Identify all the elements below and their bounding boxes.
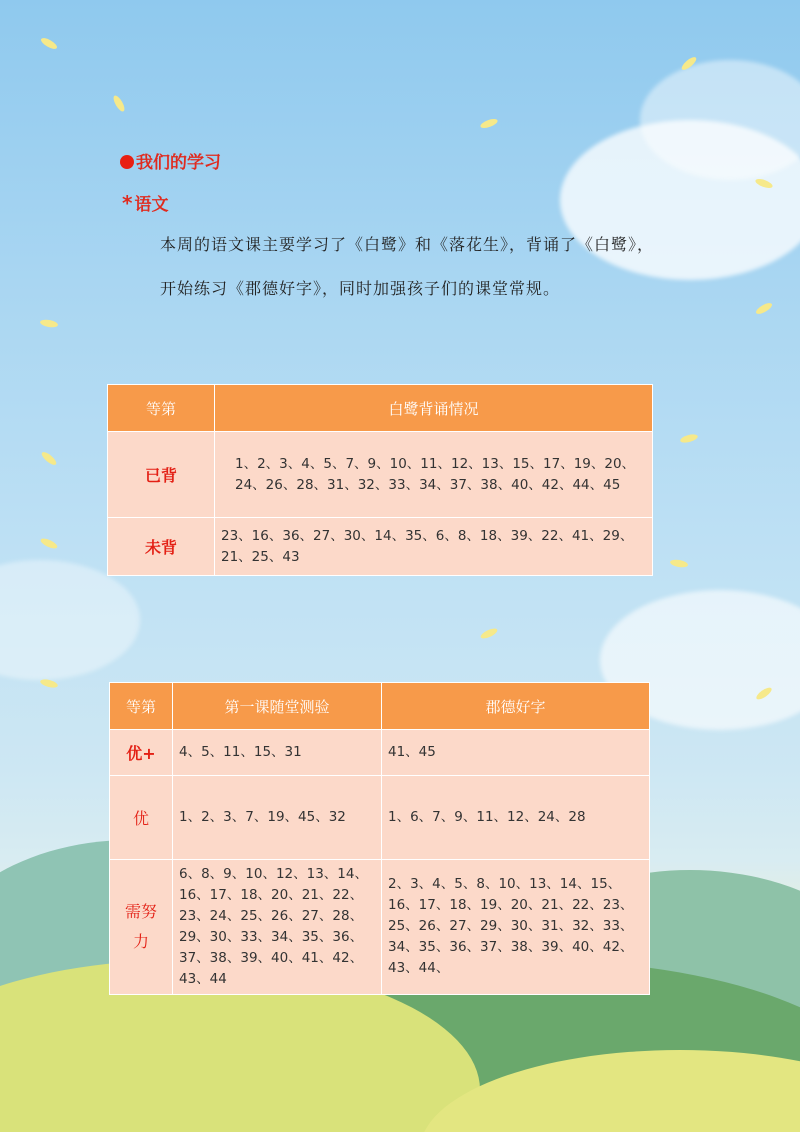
- grade-cell: 未背: [108, 518, 215, 576]
- leaf: [754, 301, 773, 316]
- header-writing: 郡德好字: [382, 683, 650, 730]
- quiz-cell: 6、8、9、10、12、13、14、16、17、18、20、21、22、23、24、25、26、27、28、29、30、33、34、35、36、37、38、39、40、41、42、43、44: [173, 860, 382, 995]
- table-row: [108, 518, 653, 576]
- values-cell: 23、16、36、27、30、14、35、6、8、18、39、22、41、29、21、25、43: [215, 518, 653, 576]
- writing-cell: 2、3、4、5、8、10、13、14、15、16、17、18、19、20、21、22、23、25、26、27、29、30、31、32、33、34、35、36、37、38、39、40、42、43、44、: [382, 860, 650, 995]
- writing-cell: 1、6、7、9、11、12、24、28: [382, 776, 650, 860]
- grade-cell: 优+: [110, 730, 173, 776]
- asterisk-icon: *: [122, 191, 133, 215]
- header-grade: 等第: [110, 683, 173, 730]
- grade-cell: 优: [110, 776, 173, 860]
- values-cell: 1、2、3、4、5、7、9、10、11、12、13、15、17、19、20、24、26、28、31、32、33、34、37、38、40、42、44、45: [215, 432, 653, 518]
- subject-name: 语文: [134, 195, 169, 215]
- leaf: [479, 627, 498, 641]
- quiz-cell: 4、5、11、15、31: [173, 730, 382, 776]
- table-row: [110, 776, 650, 860]
- leaf: [679, 433, 698, 444]
- header-quiz: 第一课随堂测验: [173, 683, 382, 730]
- grade-cell: 需努力: [110, 860, 173, 995]
- paragraph-line-2: 开始练习《郡德好字》，同时加强孩子们的课堂常规。: [160, 279, 561, 298]
- table-row: [108, 432, 653, 518]
- grade-cell: 已背: [108, 432, 215, 518]
- leaf: [111, 94, 126, 113]
- recitation-table: [107, 384, 653, 576]
- leaf: [39, 36, 58, 51]
- subject-heading: [122, 190, 168, 215]
- paragraph-line-1: 本周的语文课主要学习了《白鹭》和《落花生》，背诵了《白鹭》，: [160, 235, 655, 254]
- leaf: [40, 450, 58, 467]
- header-recitation: 白鹭背诵情况: [215, 385, 653, 432]
- cloud: [0, 560, 140, 680]
- section-heading: [120, 148, 221, 173]
- table-header-row: [108, 385, 653, 432]
- leaf: [479, 117, 498, 130]
- table-row: [110, 730, 650, 776]
- assessment-table: [109, 682, 650, 995]
- leaf: [39, 537, 58, 551]
- leaf: [39, 678, 58, 689]
- section-title: 我们的学习: [136, 153, 221, 173]
- writing-cell: 41、45: [382, 730, 650, 776]
- leaf: [670, 558, 689, 568]
- leaf: [40, 318, 59, 328]
- header-grade: 等第: [108, 385, 215, 432]
- table-row: [110, 860, 650, 995]
- table-header-row: [110, 683, 650, 730]
- bullet-dot-icon: [120, 155, 134, 169]
- quiz-cell: 1、2、3、7、19、45、32: [173, 776, 382, 860]
